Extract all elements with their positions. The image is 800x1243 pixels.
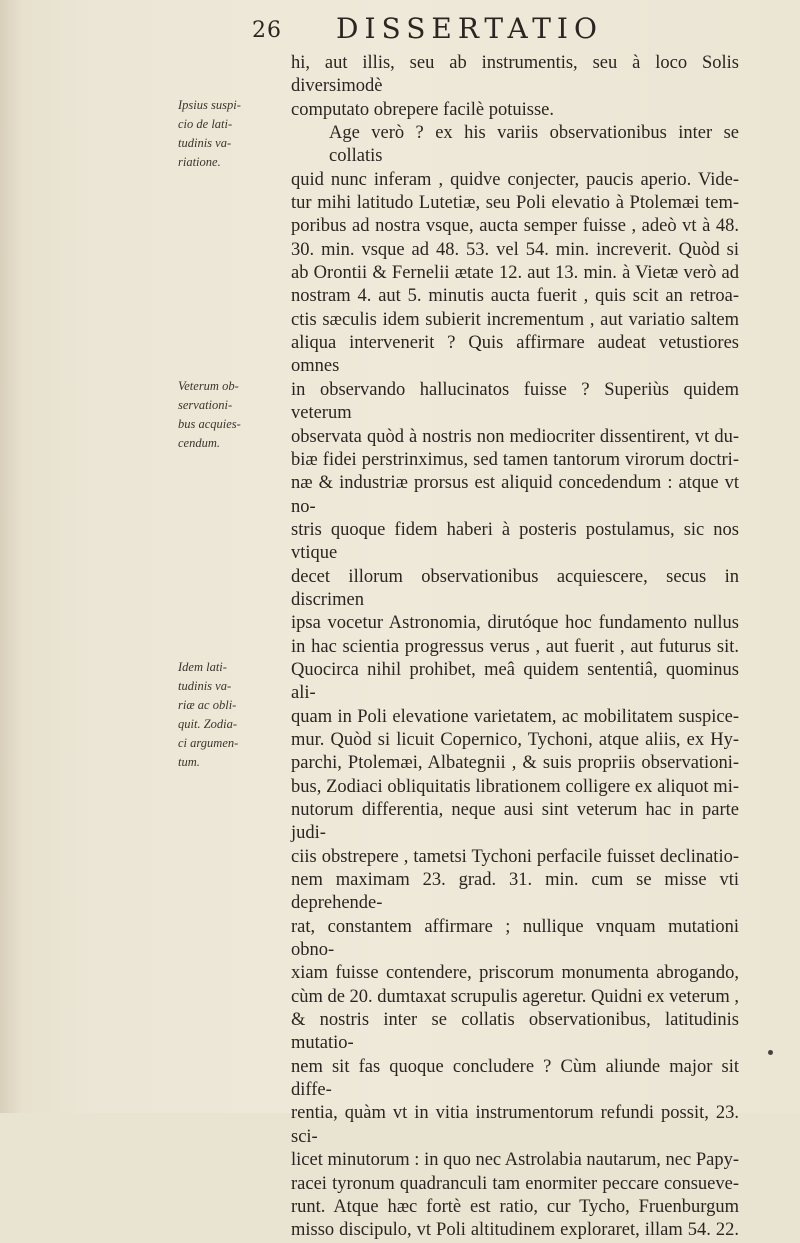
text-line: poribus ad nostra vsque, aucta semper fuisse , adeò vt à 48. — [291, 216, 739, 237]
text-line: misso discipulo, vt Poli altitudinem exploraret, illam 54. 22. — [291, 1220, 739, 1241]
page-number: 26 — [252, 18, 282, 43]
text-line: rat, constantem affirmare ; nullique vnquam mutationi obno- — [291, 916, 739, 961]
marginal-note — [178, 96, 286, 172]
text-line: nostram 4. aut 5. minutis aucta fuerit , quis scit an retroa- — [291, 286, 739, 307]
marginal-line: cio de lati- — [178, 117, 233, 131]
marginal-line: cendum. — [178, 436, 220, 450]
text-line: rentia, quàm vt in vitia instrumentorum refundi possit, 23. sci- — [291, 1103, 739, 1147]
text-line: nem maximam 23. grad. 31. min. cum se misse vti deprehende- — [291, 870, 739, 914]
marginal-line: bus acquies- — [178, 417, 241, 431]
text-line: tur mihi latitudo Lutetiæ, seu Poli elevatio à Ptolemæi tem- — [291, 193, 739, 214]
text-line: in hac scientia progressus verus , aut fuerit , aut futurus sit. — [291, 636, 739, 657]
text-line: bus, Zodiaci obliquitatis librationem colligere ex aliquot mi- — [291, 776, 739, 797]
text-line: nem sit fas quoque concludere ? Cùm aliunde major sit diffe- — [291, 1056, 739, 1101]
marginal-note — [178, 658, 286, 772]
text-line: nutorum differentia, neque ausi sint veterum hac in parte judi- — [291, 800, 739, 844]
text-line: & nostris inter se collatis observationibus, latitudinis mutatio- — [291, 1010, 739, 1054]
text-line: Age verò ? ex his variis observationibus inter se collatis — [329, 123, 739, 167]
marginal-line: riatione. — [178, 155, 221, 169]
text-line: racei tyronum quadranculi tam enormiter peccare consueve- — [291, 1173, 739, 1194]
main-text — [291, 52, 739, 1243]
text-line: hi, aut illis, seu ab instrumentis, seu à loco Solis diversimodè — [291, 53, 739, 97]
text-line: biæ fidei perstrinximus, sed tamen tantorum virorum doctri- — [291, 449, 739, 470]
text-line: Quocirca nihil prohibet, meâ quidem sententiâ, quominus ali- — [291, 659, 739, 704]
text-line: decet illorum observationibus acquiescere, secus in discrimen — [291, 566, 739, 610]
text-line: 30. min. vsque ad 48. 53. vel 54. min. increverit. Quòd si — [291, 239, 739, 260]
text-line: runt. Atque hæc fortè est ratio, cur Tycho, Fruenburgum — [291, 1196, 739, 1217]
marginal-line: quit. Zodia- — [178, 717, 238, 731]
marginal-line: tum. — [178, 755, 200, 769]
text-line: parchi, Ptolemæi, Albategnii , & suis propriis observationi- — [291, 753, 739, 774]
marginal-line: tudinis va- — [178, 679, 232, 693]
text-line: observata quòd à nostris non mediocriter dissentirent, vt du- — [291, 426, 739, 447]
text-line: licet minutorum : in quo nec Astrolabia nautarum, nec Papy- — [291, 1150, 740, 1171]
marginal-line: servationi- — [178, 398, 233, 412]
text-line: in observando hallucinatos fuisse ? Superiùs quidem veterum — [291, 379, 739, 424]
text-line: quid nunc inferam , quidve conjecter, paucis aperio. Vide- — [291, 169, 739, 190]
marginal-note — [178, 377, 286, 453]
marginal-line: ci argumen- — [178, 736, 239, 750]
text-line: ab Orontii & Fernelii ætate 12. aut 13. min. à Vietæ verò ad — [291, 263, 739, 284]
scan-shadow — [0, 0, 22, 1113]
text-line: xiam fuisse contendere, priscorum monumenta abrogando, — [291, 963, 739, 984]
text-line: ciis obstrepere , tametsi Tychoni perfacile fuisset declinatio- — [291, 846, 739, 867]
text-line: ipsa vocetur Astronomia, dirutóque hoc fundamento nullus — [291, 613, 739, 634]
marginal-line: Idem lati- — [178, 660, 227, 674]
ink-spot — [768, 1050, 773, 1055]
text-line: cùm de 20. dumtaxat scrupulis ageretur. Quidni ex veterum , — [291, 986, 739, 1007]
text-line: stris quoque fidem haberi à posteris postulamus, sic nos vtique — [291, 519, 739, 564]
text-line: quam in Poli elevatione varietatem, ac mobilitatem suspice- — [291, 706, 739, 727]
text-line: aliqua intervenerit ? Quis affirmare audeat vetustiores omnes — [291, 333, 739, 377]
marginal-line: tudinis va- — [178, 136, 232, 150]
marginal-line: Veterum ob- — [178, 379, 239, 393]
running-title: DISSERTATIO — [336, 12, 603, 45]
marginal-line: Ipsius suspi- — [178, 98, 241, 112]
page-header — [0, 8, 800, 52]
text-line: næ & industriæ prorsus est aliquid concedendum : atque vt no- — [291, 473, 739, 517]
text-line: computato obrepere facilè potuisse. — [291, 99, 555, 120]
text-line: ctis sæculis idem subierit incrementum , aut variatio saltem — [291, 309, 739, 330]
marginal-line: riæ ac obli- — [178, 698, 237, 712]
text-line: mur. Quòd si licuit Copernico, Tychoni, atque aliis, ex Hy- — [291, 729, 739, 750]
